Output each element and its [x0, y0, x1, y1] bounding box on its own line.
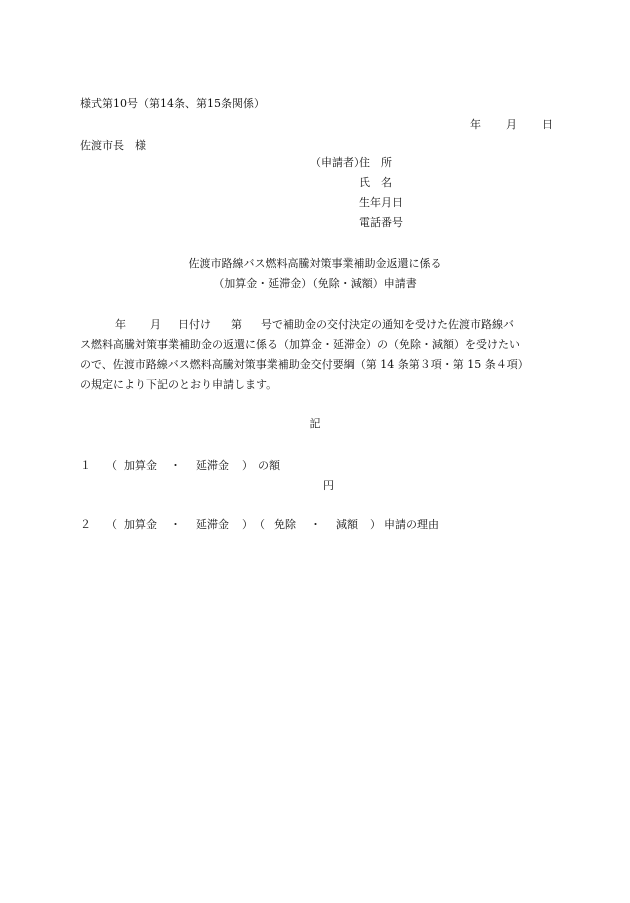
body-year: 年: [115, 318, 126, 331]
body-line-3: ので、佐渡市路線バス燃料高騰対策事業補助金交付要綱（第 14 条第３項・第 15 条４項）: [80, 358, 529, 371]
body-number-prefix: 第: [231, 318, 242, 331]
item-1: [80, 460, 280, 471]
applicant-phone-label: 電話番号: [359, 216, 403, 229]
item-2: [80, 519, 439, 530]
item1-dot: ・: [170, 459, 181, 472]
date-line: [470, 119, 553, 130]
body-line-4: の規定により下記のとおり申請します。: [80, 378, 278, 391]
body-day-dated: 日付け: [178, 318, 211, 331]
ki-heading: 記: [309, 417, 321, 430]
form-number: 様式第10号（第14条、第15条関係）: [80, 97, 265, 110]
item1-open: （: [106, 459, 117, 472]
date-month: 月: [506, 118, 517, 131]
item2-dot2: ・: [310, 518, 321, 531]
body-month: 月: [150, 318, 161, 331]
item2-option-entaikin: 延滞金: [196, 518, 229, 531]
date-year: 年: [470, 118, 481, 131]
item2-suffix: 申請の理由: [384, 518, 439, 531]
item2-option-kasankin: 加算金: [124, 518, 157, 531]
item1-option-entaikin: 延滞金: [196, 459, 229, 472]
document-title-line2: （加算金・延滞金）（免除・減額）申請書: [213, 277, 417, 290]
addressee: 佐渡市長 様: [80, 139, 146, 152]
item2-number: ２: [80, 518, 91, 531]
applicant-birthdate-label: 生年月日: [359, 196, 403, 209]
item2-dot: ・: [170, 518, 181, 531]
body-line-1: [80, 319, 560, 339]
item1-yen: 円: [323, 479, 334, 492]
item1-number: １: [80, 459, 91, 472]
date-day: 日: [542, 118, 553, 131]
body-line-2: ス燃料高騰対策事業補助金の返還に係る（加算金・延滞金）の（免除・減額）を受けたい: [80, 338, 520, 351]
body-line1-rest: 号で補助金の交付決定の通知を受けた佐渡市路線バ: [261, 318, 514, 331]
item2-open2: （: [254, 518, 265, 531]
applicant-fields: [359, 157, 403, 237]
item2-option-menjo: 免除: [274, 518, 296, 531]
item2-option-gengaku: 減額: [336, 518, 358, 531]
item2-open: （: [106, 518, 117, 531]
applicant-name-label: 氏 名: [359, 176, 392, 189]
item2-close2: ）: [370, 518, 381, 531]
applicant-address-label: 住 所: [359, 156, 392, 169]
applicant-label: （申請者）: [310, 156, 365, 169]
item1-suffix: の額: [258, 459, 280, 472]
item2-close: ）: [242, 518, 253, 531]
item1-option-kasankin: 加算金: [124, 459, 157, 472]
document-title-line1: 佐渡市路線バス燃料高騰対策事業補助金返還に係る: [188, 257, 442, 270]
application-body: [80, 319, 560, 399]
item1-close: ）: [242, 459, 253, 472]
